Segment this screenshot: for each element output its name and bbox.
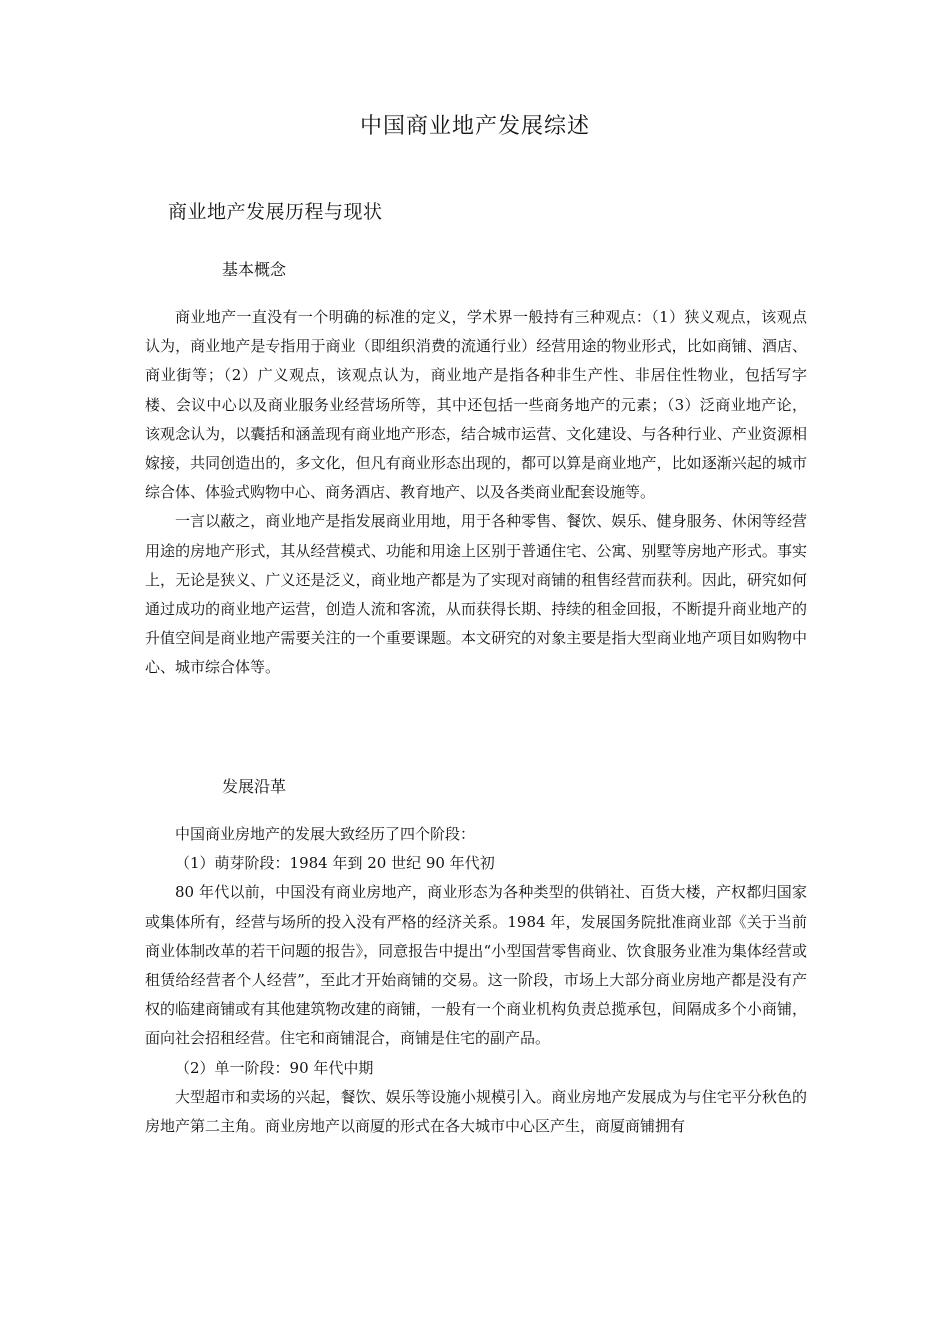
paragraph: （2）单一阶段：90 年代中期 <box>175 1058 374 1077</box>
basic-concepts-body <box>145 303 807 683</box>
development-history-body <box>145 820 807 1141</box>
document-title: 中国商业地产发展综述 <box>359 114 590 139</box>
paragraph: 一言以蔽之，商业地产是指发展商业用地，用于各种零售、餐饮、娱乐、健身服务、休闲等经营用途的房地产形式，其从经营模式、功能和用途上区别于普通住宅、公寓、别墅等房地产形式。事实上，无论是狭义、广义还是泛义，商业地产都是为了实现对商铺的租售经营而获利。因此，研究如何通过成功的商业地产运营，创造人流和客流，从而获得长期、持续的租金回报，不断提升商业地产的升值空间是商业地产需要关注的一个重要课题。本文研究的对象主要是指大型商业地产项目如购物中心、城市综合体等。 <box>145 512 807 677</box>
section-heading: 商业地产发展历程与现状 <box>168 201 383 223</box>
paragraph: （1）萌芽阶段：1984 年到 20 世纪 90 年代初 <box>175 854 495 873</box>
paragraph: 80 年代以前，中国没有商业房地产，商业形态为各种类型的供销社、百货大楼，产权都归国家或集体所有，经营与场所的投入没有严格的经济关系。1984 年，发展国务院批准商业部《关于当前商业体制改革的若干问题的报告》，同意报告中提出“小型国营零售商业、饮食服务业准为集体经营或租赁给经营者个人经营”，至此才开始商铺的交易。这一阶段，市场上大部分商业房地产都是没有产权的临建商铺或有其他建筑物改建的商铺，一般有一个商业机构负责总揽承包，间隔成多个小商铺，面向社会招租经营。住宅和商铺混合，商铺是住宅的副产品。 <box>145 883 807 1048</box>
paragraph: 中国商业房地产的发展大致经历了四个阶段： <box>175 825 476 843</box>
subsection-heading-development-history: 发展沿革 <box>222 777 287 796</box>
subsection-heading-basic-concepts: 基本概念 <box>222 260 287 279</box>
paragraph: 商业地产一直没有一个明确的标准的定义，学术界一般持有三种观点：（1）狭义观点，该观点认为，商业地产是专指用于商业（即组织消费的流通行业）经营用途的物业形式，比如商铺、酒店、商业街等；（2）广义观点，该观点认为，商业地产是指各种非生产性、非居住性物业，包括写字楼、会议中心以及商业服务业经营场所等，其中还包括一些商务地产的元素；（3）泛商业地产论，该观念认为，以囊括和涵盖现有商业地产形态，结合城市运营、文化建设、与各种行业、产业资源相嫁接，共同创造出的，多文化，但凡有商业形态出现的，都可以算是商业地产，比如逐渐兴起的城市综合体、体验式购物中心、商务酒店、教育地产、以及各类商业配套设施等。 <box>145 308 807 502</box>
paragraph: 大型超市和卖场的兴起，餐饮、娱乐等设施小规模引入。商业房地产发展成为与住宅平分秋色的房地产第二主角。商业房地产以商厦的形式在各大城市中心区产生，商厦商铺拥有 <box>145 1087 807 1136</box>
